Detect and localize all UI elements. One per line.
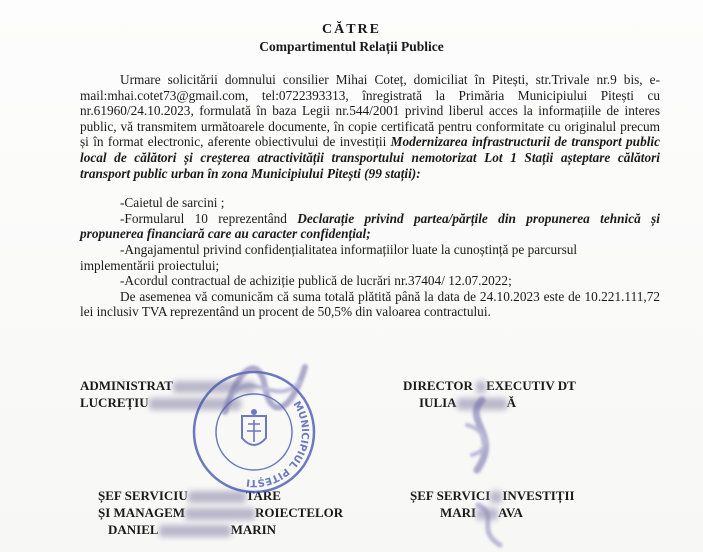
sef1-name: DANIEL	[108, 522, 159, 537]
list-item-emphasis: Declarație privind partea/părțile din propunerea tehnică și propunerea financiară care au caracter confidențial;	[80, 210, 660, 242]
list-item	[80, 211, 660, 242]
sef2-title: ȘEF SERVICI	[410, 488, 491, 503]
signature-scribble	[470, 500, 510, 550]
list-item-text: -Formularul 10 reprezentând	[120, 210, 298, 226]
signature-scribble	[220, 352, 310, 422]
sef1-name-b: MARIN	[230, 522, 277, 537]
signature-scribble	[452, 395, 512, 475]
signature-sef-dezvoltare	[98, 487, 343, 538]
stamp-text: MUNICIPIUL PITEȘTI	[245, 399, 311, 489]
sef1-title-2b: ROIECTELOR	[255, 505, 344, 520]
list-item: -Caietul de sarcini ;	[120, 195, 225, 211]
document-list	[80, 195, 660, 289]
document-body	[80, 72, 660, 320]
project-name: Modernizarea infrastructurii de transport public local de călători și creșterea atractivității transportului nemotorizat Lot 1 Stații așteptare călători transport public urban în zona Municipiului Pitești (99 stații):	[80, 134, 661, 181]
sef1-title-2: ȘI MANAGEM	[98, 505, 186, 520]
sef2-name: MARI	[440, 505, 477, 520]
director-name: IULIA	[419, 395, 457, 410]
redacted-block	[185, 508, 255, 520]
director-title: DIRECTOR	[403, 378, 473, 393]
intro-paragraph	[80, 72, 660, 181]
payment-paragraph: De asemenea vă comunicăm că suma totală plătită până la data de 24.10.2023 este de 10.221.111,72 lei inclusiv TVA reprezentând un procent de 50,5% din valoarea contractului.	[80, 288, 660, 320]
document-title: CĂTRE	[321, 22, 381, 37]
director-title-b: EXECUTIV DT	[486, 378, 576, 393]
sef1-title-b: TARE	[245, 488, 281, 503]
director-name-b: Ă	[506, 395, 516, 410]
intro-text: Urmare solicitării domnului consilier Mihai Coteț, domiciliat în Pitești, str.Trivale nr.9 bis, e-mail:mhai.cotet73@gmail.com, tel:0722393313, înregistrată la Primăria Municipiului Pitești cu nr.61960/24.10.2023, formulată în baza Legii nr.544/2001 privind liberul acces la informațiile de interes public, vă transmitem următoarele documente, în copie certificată pentru conformitate cu originalul precum și în format electronic, aferente obiectivului de investiții	[80, 72, 660, 150]
document-subtitle: Compartimentul Relații Publice	[259, 39, 444, 54]
redacted-block	[476, 381, 486, 393]
sef2-name-b: AVA	[498, 505, 523, 520]
admin-name: LUCREȚIU	[80, 395, 149, 410]
sef1-title: ȘEF SERVICIU	[98, 488, 188, 503]
sef2-title-b: INVESTIȚII	[502, 488, 575, 503]
admin-title: ADMINISTRAT	[80, 378, 173, 393]
redacted-block	[159, 525, 231, 537]
list-item: -Acordul contractual de achiziție publică de lucrări nr.37404/ 12.07.2022;	[120, 273, 512, 289]
list-item: -Angajamentul privind confidențialitatea informațiilor luate la cunoștință pe parcursul	[120, 241, 578, 257]
list-item-continuation: implementării proiectului;	[80, 257, 220, 273]
